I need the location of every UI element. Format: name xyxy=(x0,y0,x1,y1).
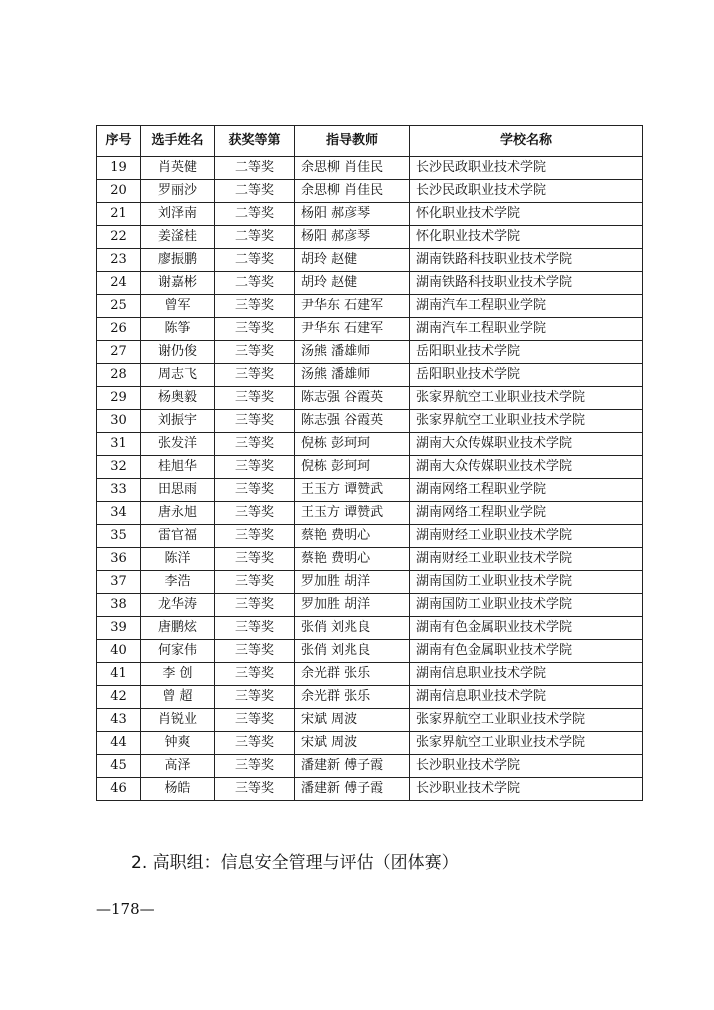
header-instructor: 指导教师 xyxy=(295,126,410,157)
index-cell: 38 xyxy=(97,594,141,617)
index-cell: 41 xyxy=(97,663,141,686)
award-cell: 三等奖 xyxy=(215,364,295,387)
instructor-cell: 尹华东 石建军 xyxy=(295,318,410,341)
contestant-cell: 姜滏桂 xyxy=(141,226,215,249)
instructor-cell: 陈志强 谷霞英 xyxy=(295,410,410,433)
award-cell: 三等奖 xyxy=(215,755,295,778)
award-cell: 三等奖 xyxy=(215,617,295,640)
contestant-cell: 周志飞 xyxy=(141,364,215,387)
award-cell: 三等奖 xyxy=(215,410,295,433)
instructor-cell: 潘建新 傅子霞 xyxy=(295,755,410,778)
index-cell: 33 xyxy=(97,479,141,502)
index-cell: 19 xyxy=(97,157,141,180)
instructor-cell: 余思柳 肖佳民 xyxy=(295,157,410,180)
index-cell: 35 xyxy=(97,525,141,548)
instructor-cell: 倪栋 彭珂珂 xyxy=(295,456,410,479)
school-cell: 湖南网络工程职业学院 xyxy=(410,479,643,502)
header-contestant: 选手姓名 xyxy=(141,126,215,157)
index-cell: 45 xyxy=(97,755,141,778)
instructor-cell: 蔡艳 费明心 xyxy=(295,525,410,548)
award-cell: 三等奖 xyxy=(215,594,295,617)
school-cell: 湖南大众传媒职业技术学院 xyxy=(410,456,643,479)
contestant-cell: 谢仍俊 xyxy=(141,341,215,364)
header-award: 获奖等第 xyxy=(215,126,295,157)
award-cell: 三等奖 xyxy=(215,502,295,525)
contestant-cell: 雷官福 xyxy=(141,525,215,548)
index-cell: 27 xyxy=(97,341,141,364)
contestant-cell: 高泽 xyxy=(141,755,215,778)
instructor-cell: 罗加胜 胡洋 xyxy=(295,571,410,594)
index-cell: 30 xyxy=(97,410,141,433)
award-cell: 三等奖 xyxy=(215,709,295,732)
table-row xyxy=(97,502,643,525)
index-cell: 37 xyxy=(97,571,141,594)
school-cell: 湖南网络工程职业学院 xyxy=(410,502,643,525)
instructor-cell: 蔡艳 费明心 xyxy=(295,548,410,571)
awards-table xyxy=(96,125,643,801)
school-cell: 怀化职业技术学院 xyxy=(410,226,643,249)
table-row xyxy=(97,755,643,778)
award-cell: 三等奖 xyxy=(215,525,295,548)
table-row xyxy=(97,387,643,410)
school-cell: 湖南信息职业技术学院 xyxy=(410,663,643,686)
instructor-cell: 王玉方 谭赞武 xyxy=(295,479,410,502)
index-cell: 20 xyxy=(97,180,141,203)
table-row xyxy=(97,249,643,272)
contestant-cell: 谢嘉彬 xyxy=(141,272,215,295)
school-cell: 湖南国防工业职业技术学院 xyxy=(410,594,643,617)
award-cell: 二等奖 xyxy=(215,180,295,203)
index-cell: 24 xyxy=(97,272,141,295)
contestant-cell: 张发洋 xyxy=(141,433,215,456)
instructor-cell: 倪栋 彭珂珂 xyxy=(295,433,410,456)
table-row xyxy=(97,686,643,709)
contestant-cell: 李 创 xyxy=(141,663,215,686)
award-cell: 三等奖 xyxy=(215,295,295,318)
instructor-cell: 胡玲 赵健 xyxy=(295,272,410,295)
instructor-cell: 杨阳 郝彦琴 xyxy=(295,203,410,226)
award-cell: 三等奖 xyxy=(215,341,295,364)
award-cell: 三等奖 xyxy=(215,387,295,410)
table-row xyxy=(97,180,643,203)
school-cell: 怀化职业技术学院 xyxy=(410,203,643,226)
index-cell: 42 xyxy=(97,686,141,709)
contestant-cell: 曾 超 xyxy=(141,686,215,709)
award-cell: 三等奖 xyxy=(215,548,295,571)
school-cell: 长沙民政职业技术学院 xyxy=(410,180,643,203)
index-cell: 22 xyxy=(97,226,141,249)
index-cell: 25 xyxy=(97,295,141,318)
table-row xyxy=(97,410,643,433)
table-row xyxy=(97,525,643,548)
instructor-cell: 胡玲 赵健 xyxy=(295,249,410,272)
table-row xyxy=(97,640,643,663)
instructor-cell: 潘建新 傅子霞 xyxy=(295,778,410,801)
contestant-cell: 何家伟 xyxy=(141,640,215,663)
instructor-cell: 杨阳 郝彦琴 xyxy=(295,226,410,249)
school-cell: 湖南有色金属职业技术学院 xyxy=(410,617,643,640)
contestant-cell: 钟爽 xyxy=(141,732,215,755)
table-row xyxy=(97,594,643,617)
table-row xyxy=(97,617,643,640)
instructor-cell: 汤熊 潘雄师 xyxy=(295,364,410,387)
table-row xyxy=(97,548,643,571)
index-cell: 26 xyxy=(97,318,141,341)
table-row xyxy=(97,157,643,180)
school-cell: 长沙民政职业技术学院 xyxy=(410,157,643,180)
award-cell: 三等奖 xyxy=(215,479,295,502)
school-cell: 张家界航空工业职业技术学院 xyxy=(410,410,643,433)
instructor-cell: 宋斌 周波 xyxy=(295,709,410,732)
section-heading: 2. 高职组：信息安全管理与评估（团体赛） xyxy=(131,853,459,873)
index-cell: 34 xyxy=(97,502,141,525)
table-row xyxy=(97,663,643,686)
school-cell: 张家界航空工业职业技术学院 xyxy=(410,387,643,410)
table-row xyxy=(97,272,643,295)
index-cell: 36 xyxy=(97,548,141,571)
contestant-cell: 肖锐业 xyxy=(141,709,215,732)
instructor-cell: 余光群 张乐 xyxy=(295,686,410,709)
table-row xyxy=(97,709,643,732)
contestant-cell: 李浩 xyxy=(141,571,215,594)
school-cell: 湖南铁路科技职业技术学院 xyxy=(410,249,643,272)
instructor-cell: 汤熊 潘雄师 xyxy=(295,341,410,364)
award-cell: 三等奖 xyxy=(215,433,295,456)
school-cell: 张家界航空工业职业技术学院 xyxy=(410,732,643,755)
contestant-cell: 龙华涛 xyxy=(141,594,215,617)
school-cell: 岳阳职业技术学院 xyxy=(410,341,643,364)
header-school: 学校名称 xyxy=(410,126,643,157)
contestant-cell: 罗丽沙 xyxy=(141,180,215,203)
table-row xyxy=(97,203,643,226)
school-cell: 湖南财经工业职业技术学院 xyxy=(410,548,643,571)
contestant-cell: 杨奥毅 xyxy=(141,387,215,410)
school-cell: 湖南财经工业职业技术学院 xyxy=(410,525,643,548)
award-cell: 三等奖 xyxy=(215,732,295,755)
award-cell: 二等奖 xyxy=(215,203,295,226)
table-row xyxy=(97,295,643,318)
table-row xyxy=(97,479,643,502)
contestant-cell: 唐鹏炫 xyxy=(141,617,215,640)
instructor-cell: 余光群 张乐 xyxy=(295,663,410,686)
school-cell: 湖南国防工业职业技术学院 xyxy=(410,571,643,594)
school-cell: 湖南铁路科技职业技术学院 xyxy=(410,272,643,295)
contestant-cell: 刘振宇 xyxy=(141,410,215,433)
school-cell: 长沙职业技术学院 xyxy=(410,755,643,778)
award-cell: 三等奖 xyxy=(215,571,295,594)
award-cell: 二等奖 xyxy=(215,226,295,249)
table-row xyxy=(97,226,643,249)
contestant-cell: 田思雨 xyxy=(141,479,215,502)
instructor-cell: 宋斌 周波 xyxy=(295,732,410,755)
instructor-cell: 陈志强 谷霞英 xyxy=(295,387,410,410)
index-cell: 44 xyxy=(97,732,141,755)
award-cell: 三等奖 xyxy=(215,456,295,479)
instructor-cell: 张俏 刘兆良 xyxy=(295,617,410,640)
contestant-cell: 桂旭华 xyxy=(141,456,215,479)
award-cell: 二等奖 xyxy=(215,249,295,272)
award-cell: 三等奖 xyxy=(215,318,295,341)
award-cell: 三等奖 xyxy=(215,663,295,686)
index-cell: 23 xyxy=(97,249,141,272)
contestant-cell: 唐永旭 xyxy=(141,502,215,525)
instructor-cell: 尹华东 石建军 xyxy=(295,295,410,318)
contestant-cell: 曾军 xyxy=(141,295,215,318)
school-cell: 长沙职业技术学院 xyxy=(410,778,643,801)
instructor-cell: 王玉方 谭赞武 xyxy=(295,502,410,525)
table-row xyxy=(97,571,643,594)
index-cell: 40 xyxy=(97,640,141,663)
index-cell: 43 xyxy=(97,709,141,732)
award-cell: 三等奖 xyxy=(215,778,295,801)
award-cell: 三等奖 xyxy=(215,686,295,709)
table-row xyxy=(97,341,643,364)
index-cell: 46 xyxy=(97,778,141,801)
contestant-cell: 杨皓 xyxy=(141,778,215,801)
contestant-cell: 陈筝 xyxy=(141,318,215,341)
school-cell: 岳阳职业技术学院 xyxy=(410,364,643,387)
school-cell: 湖南有色金属职业技术学院 xyxy=(410,640,643,663)
instructor-cell: 罗加胜 胡洋 xyxy=(295,594,410,617)
index-cell: 28 xyxy=(97,364,141,387)
contestant-cell: 肖英健 xyxy=(141,157,215,180)
award-cell: 二等奖 xyxy=(215,157,295,180)
index-cell: 21 xyxy=(97,203,141,226)
table-row xyxy=(97,364,643,387)
table-row xyxy=(97,732,643,755)
award-cell: 三等奖 xyxy=(215,640,295,663)
index-cell: 39 xyxy=(97,617,141,640)
index-cell: 32 xyxy=(97,456,141,479)
table-row xyxy=(97,456,643,479)
table-row xyxy=(97,433,643,456)
page-number: —178— xyxy=(96,900,155,918)
contestant-cell: 陈洋 xyxy=(141,548,215,571)
table-row xyxy=(97,778,643,801)
contestant-cell: 刘泽南 xyxy=(141,203,215,226)
instructor-cell: 余思柳 肖佳民 xyxy=(295,180,410,203)
header-index: 序号 xyxy=(97,126,141,157)
table-header-row xyxy=(97,126,643,157)
index-cell: 31 xyxy=(97,433,141,456)
index-cell: 29 xyxy=(97,387,141,410)
instructor-cell: 张俏 刘兆良 xyxy=(295,640,410,663)
contestant-cell: 廖振鹏 xyxy=(141,249,215,272)
school-cell: 湖南信息职业技术学院 xyxy=(410,686,643,709)
school-cell: 湖南大众传媒职业技术学院 xyxy=(410,433,643,456)
award-cell: 二等奖 xyxy=(215,272,295,295)
school-cell: 湖南汽车工程职业学院 xyxy=(410,295,643,318)
table-row xyxy=(97,318,643,341)
school-cell: 湖南汽车工程职业学院 xyxy=(410,318,643,341)
school-cell: 张家界航空工业职业技术学院 xyxy=(410,709,643,732)
